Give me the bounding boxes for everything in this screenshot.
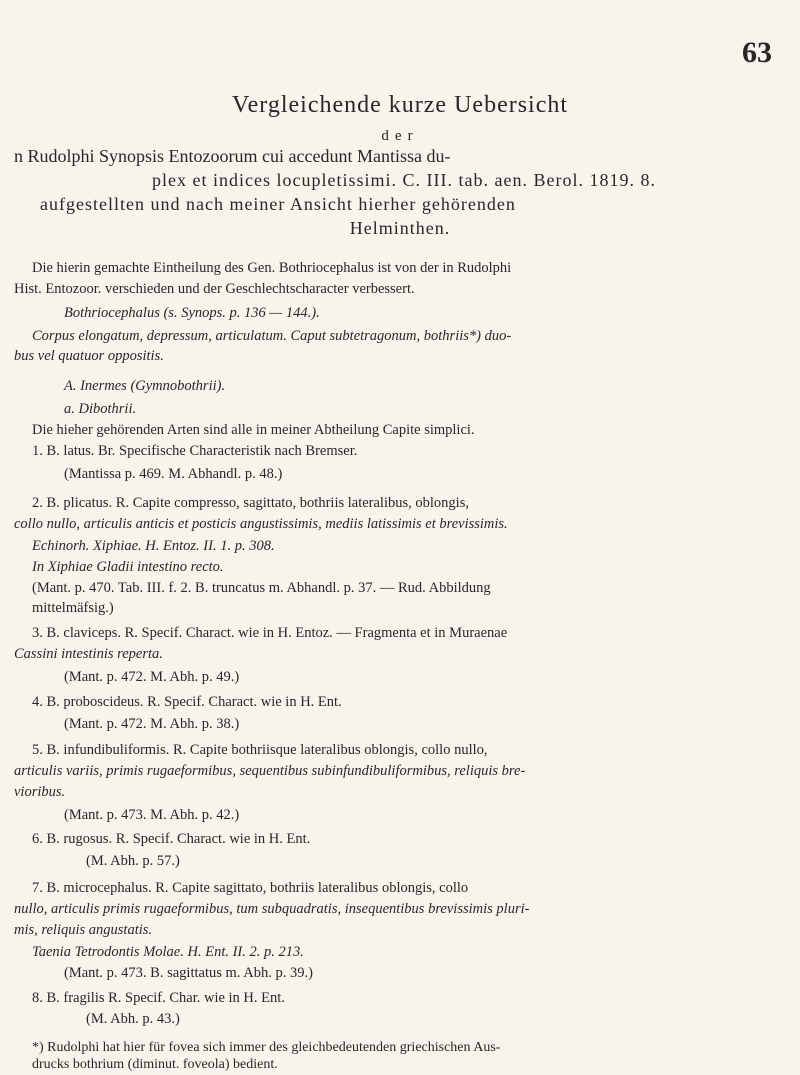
text-line: (Mant. p. 472. M. Abh. p. 49.) xyxy=(64,669,240,685)
subsection-heading: a. Dibothrii. xyxy=(64,401,137,417)
species-entry: 4. B. proboscideus. R. Specif. Charact. wie in H. Ent. xyxy=(32,694,342,710)
heading-line-4: Helminthen. xyxy=(349,218,451,238)
species-entry: 5. B. infundibuliformis. R. Capite bothriisque lateralibus oblongis, collo nullo, xyxy=(32,742,488,758)
section-heading: A. Inermes (Gymnobothrii). xyxy=(64,378,226,394)
text-line: Bothriocephalus (s. Synops. p. 136 — 144.). xyxy=(64,305,320,321)
text-line: Die hieher gehörenden Arten sind alle in meiner Abtheilung Capite simplici. xyxy=(32,422,475,438)
text-line: Corpus elongatum, depressum, articulatum. Caput subtetragonum, bothriis*) duo- xyxy=(32,328,512,344)
heading-line-2: plex et indices locupletissimi. C. III. tab. aen. Berol. 1819. 8. xyxy=(152,170,656,190)
text-line: Cassini intestinis reperta. xyxy=(14,646,163,662)
page-subtitle: der xyxy=(381,128,419,144)
text-line: mis, reliquis angustatis. xyxy=(14,922,153,938)
species-entry: 8. B. fragilis R. Specif. Char. wie in H. Ent. xyxy=(32,990,285,1006)
text-line: (Mant. p. 470. Tab. III. f. 2. B. truncatus m. Abhandl. p. 37. — Rud. Abbildung xyxy=(32,580,491,596)
text-line: bus vel quatuor oppositis. xyxy=(14,348,164,364)
text-line: vioribus. xyxy=(14,784,66,800)
text-line: In Xiphiae Gladii intestino recto. xyxy=(32,559,224,575)
text-line: (M. Abh. p. 57.) xyxy=(86,853,180,869)
heading-line-1: n Rudolphi Synopsis Entozoorum cui accedunt Mantissa du- xyxy=(14,146,451,166)
text-line: Hist. Entozoor. verschieden und der Geschlechtscharacter verbessert. xyxy=(14,281,415,297)
species-entry: 6. B. rugosus. R. Specif. Charact. wie in H. Ent. xyxy=(32,831,311,847)
footnote: drucks bothrium (diminut. foveola) bedient. xyxy=(32,1057,278,1072)
text-line: (Mant. p. 473. B. sagittatus m. Abh. p. 39.) xyxy=(64,965,313,981)
text-line: articulis variis, primis rugaeformibus, sequentibus subinfundibuliformibus, reliquis bre- xyxy=(14,763,526,779)
text-line: (Mantissa p. 469. M. Abhandl. p. 48.) xyxy=(64,466,283,482)
species-entry: 3. B. claviceps. R. Specif. Charact. wie in H. Entoz. — Fragmenta et in Muraenae xyxy=(32,625,508,641)
footnote: *) Rudolphi hat hier für fovea sich immer des gleichbedeutenden griechischen Aus- xyxy=(32,1040,501,1055)
text-line: nullo, articulis primis rugaeformibus, tum subquadratis, insequentibus brevissimis pluri- xyxy=(14,901,530,917)
text-line: Die hierin gemachte Eintheilung des Gen. Bothriocephalus ist von der in Rudolphi xyxy=(32,260,512,276)
text-line: (M. Abh. p. 43.) xyxy=(86,1011,180,1027)
page-number: 63 xyxy=(742,36,772,69)
species-entry: 7. B. microcephalus. R. Capite sagittato, bothriis lateralibus oblongis, collo xyxy=(32,880,469,896)
heading-line-3: aufgestellten und nach meiner Ansicht hierher gehörenden xyxy=(40,194,516,214)
species-entry: 1. B. latus. Br. Specifische Characteristik nach Bremser. xyxy=(32,443,358,459)
page-title: Vergleichende kurze Uebersicht xyxy=(231,92,569,118)
text-line: collo nullo, articulis anticis et posticis angustissimis, mediis latissimis et brevissimis. xyxy=(14,516,508,532)
text-line: Taenia Tetrodontis Molae. H. Ent. II. 2. p. 213. xyxy=(32,944,304,960)
text-line: (Mant. p. 473. M. Abh. p. 42.) xyxy=(64,807,240,823)
text-line: (Mant. p. 472. M. Abh. p. 38.) xyxy=(64,716,240,732)
species-entry: 2. B. plicatus. R. Capite compresso, sagittato, bothriis lateralibus, oblongis, xyxy=(32,495,469,511)
text-line: Echinorh. Xiphiae. H. Entoz. II. 1. p. 308. xyxy=(32,538,275,554)
text-line: mittelmäfsig.) xyxy=(32,600,114,616)
